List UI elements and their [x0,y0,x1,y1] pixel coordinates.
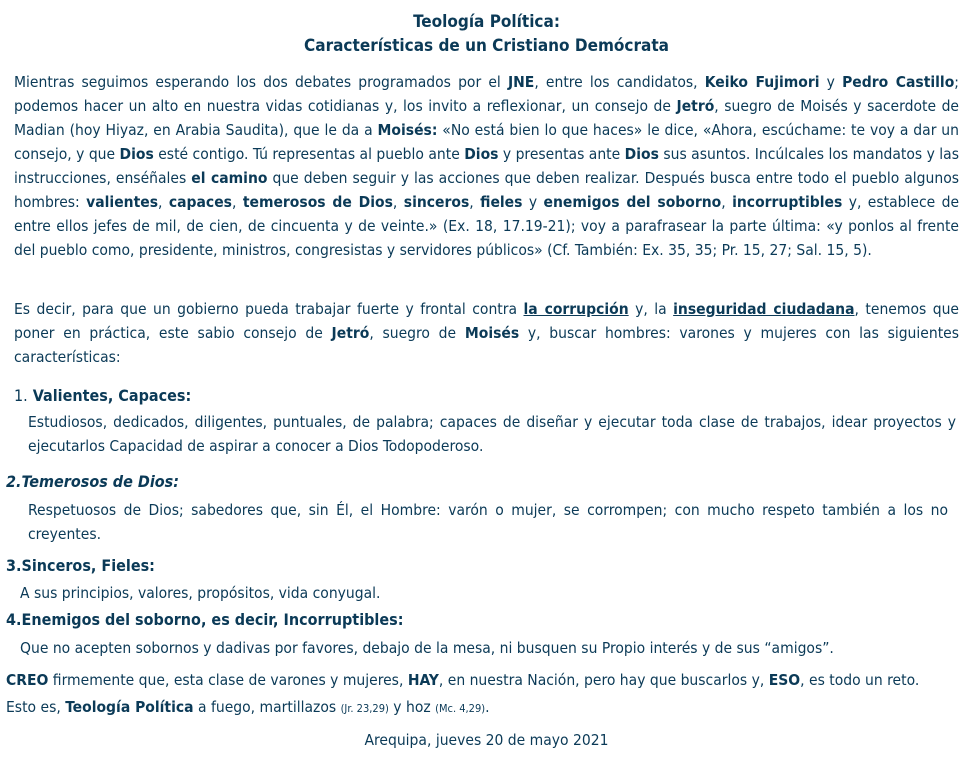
sep: , [231,193,243,211]
intro-text: y, establece de entre ellos jefes de mil, de cien, de cincuenta y de veinte.» (Ex. 18, 17.19-21); voy a parafrasear la parte última: «y ponlos al frente del pueblo como, presidente, ministros, congresistas y servidores públicos» (Cf. También: Ex. 35, 35; Pr. 15, 27; Sal. 15, 5). [14,193,960,259]
reference-jr: (Jr. 23,29) [340,702,389,715]
item-title: Valientes, Capaces: [32,386,192,405]
para2-text: y, buscar hombres: varones y mujeres con las siguientes características: [14,324,960,366]
hay-bold: HAY [407,671,439,689]
pedro-bold: Pedro Castillo [842,73,955,91]
valientes-bold: valientes [86,193,159,211]
sinceros-bold: sinceros [403,193,470,211]
sep: y [522,193,544,211]
fieles-bold: fieles [480,193,523,211]
sep: , [469,193,481,211]
closing-text: , es todo un reto. [800,671,920,689]
item-4-body: Que no acepten sobornos y dadivas por favores, debajo de la mesa, ni busquen su Propio interés y de sus “amigos”. [20,639,834,657]
jetro-bold: Jetró [331,324,370,342]
camino-bold: el camino [191,169,268,187]
closing-text: , en nuestra Nación, pero hay que buscarlos y, [438,671,769,689]
intro-text: «No está bien lo que haces» le dice, «Ahora, escúchame: te voy a dar un consejo, y que [14,121,959,163]
dios-bold: Dios [119,145,154,163]
jne-bold: JNE [507,73,535,91]
intro-text: Mientras seguimos esperando los dos debates programados por el [14,73,508,91]
item-number: 3. [6,556,22,575]
item-4-heading [6,608,403,632]
intro-text: esté contigo. Tú representas al pueblo ante [153,145,465,163]
item-3-heading [6,554,155,578]
intro-paragraph [14,70,959,262]
document-title [0,10,973,58]
title-line-2: Características de un Cristiano Demócrata [304,36,669,56]
intro-text: que deben seguir y las acciones que deben realizar. Después busca entre todo el pueblo algunos hombres: [14,169,959,211]
sep: , [158,193,169,211]
item-1-body: Estudiosos, dedicados, diligentes, puntuales, de palabra; capaces de diseñar y ejecutar toda clase de trabajos, idear proyectos y ejecutarlos Capacidad de aspirar a conocer a Dios Todopoderoso. [28,413,956,455]
eso-bold: ESO [768,671,801,689]
para2-text: y, la [628,300,674,318]
closing-text: a fuego, martillazos [193,698,341,716]
closing-text: Esto es, [6,698,66,716]
inseguridad-underlined: inseguridad ciudadana [673,300,855,318]
reference-mc: (Mc. 4,29) [435,702,486,715]
capaces-bold: capaces [168,193,232,211]
sep: , [392,193,404,211]
intro-text: sus asuntos. Incúlcales los mandatos y las instrucciones, enséñales [14,145,959,187]
closing-line-2 [6,695,961,721]
jetro-bold: Jetró [676,97,715,115]
corrupcion-underlined: la corrupción [523,300,629,318]
item-number: 4. [6,610,22,629]
intro-text: , entre los candidatos, [534,73,705,91]
item-title: Temerosos de Dios: [21,472,179,491]
closing-text: y hoz [388,698,436,716]
para2-text: , suegro de [369,324,465,342]
dios-bold: Dios [464,145,499,163]
para2-text: Es decir, para que un gobierno pueda trabajar fuerte y frontal contra [14,300,524,318]
item-number: 1. [14,386,28,405]
moises-bold: Moisés: [377,121,438,139]
moises-bold: Moisés [464,324,520,342]
creo-bold: CREO [6,671,49,689]
intro-text: ; podemos hacer un alto en nuestra vidas cotidianas y, los invito a reflexionar, un consejo de [14,73,959,115]
item-title: Sinceros, Fieles: [21,556,155,575]
second-paragraph [14,297,959,369]
item-title: Enemigos del soborno, es decir, Incorruptibles: [21,610,404,629]
item-2-body: Respetuosos de Dios; sabedores que, sin Él, el Hombre: varón o mujer, se corrompen; con mucho respeto también a los no creyentes. [28,501,948,543]
intro-text: , suegro de Moisés y sacerdote de Madian (hoy Hiyaz, en Arabia Saudita), que le da a [14,97,960,139]
sep: , [721,193,733,211]
keiko-bold: Keiko Fujimori [704,73,820,91]
enemigos-bold: enemigos del soborno [543,193,722,211]
title-line-1: Teología Política: [413,12,560,32]
dios-bold: Dios [624,145,659,163]
item-2-heading [6,470,179,494]
signature-date: Arequipa, jueves 20 de mayo 2021 [364,731,609,749]
item-3-body: A sus principios, valores, propósitos, vida conyugal. [20,584,381,602]
temerosos-bold: temerosos de Dios [242,193,393,211]
intro-text: y [819,73,843,91]
teologia-bold: Teología Política [65,698,194,716]
closing-text: firmemente que, esta clase de varones y mujeres, [48,671,408,689]
closing-text: . [485,698,490,716]
intro-text: y presentas ante [498,145,625,163]
para2-text: , tenemos que poner en práctica, este sabio consejo de [14,300,959,342]
incorruptibles-bold: incorruptibles [732,193,843,211]
closing-paragraph [6,668,961,692]
item-1-heading [14,384,191,408]
item-number: 2. [6,472,22,491]
